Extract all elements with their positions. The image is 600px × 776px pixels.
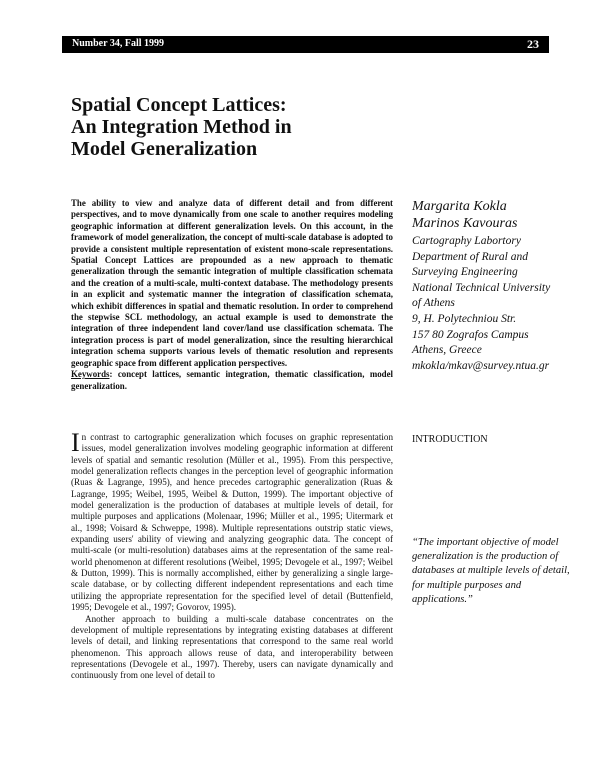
running-header — [62, 36, 549, 53]
affiliation-line: Athens, Greece — [412, 344, 482, 357]
affiliation-line: 157 80 Zografos Campus — [412, 328, 529, 341]
paragraph: Another approach to building a multi-scale database concentrates on the development of multiple representations by integrating existing databases at different levels of detail, and linking representations that correspond to the same real world phenomenon. This approach allows reuse of data, and interoperability between representations (Devogele et al., 1997). Thereby, users can navigate dynamically and continuously from one level of detail to — [71, 613, 393, 681]
keywords-list: : concept lattices, semantic integration, thematic classification, model generalization. — [71, 369, 393, 391]
affiliation-line: Surveying Engineering — [412, 266, 518, 279]
section-heading: INTRODUCTION — [412, 434, 488, 445]
affiliation-line: Department of Rural and — [412, 250, 528, 263]
title-line: Model Generalization — [71, 138, 258, 160]
drop-cap: I — [71, 428, 80, 457]
issue-label: Number 34, Fall 1999 — [72, 38, 165, 49]
pull-quote: “The important objective of model generalization is the production of databases at multiple levels of detail, for multiple purposes and applications.” — [412, 537, 570, 605]
author-name: Margarita Kokla — [412, 199, 507, 214]
page-number: 23 — [527, 37, 539, 51]
author-email: mkokla/mkav@survey.ntua.gr — [412, 359, 550, 372]
keywords-label: Keywords — [71, 369, 110, 380]
paragraph-text: n contrast to cartographic generalization which focuses on graphic representation issues, model generalization involves modeling geographic information at different levels of spatial and semantic resolution (Müller et al., 1995). From this perspective, model generalization reflects changes in the perception level of geographic information (Ruas & Lagrange, 1995), and hence precedes cartographic generalization (Ruas & Lagrange, 1995; Weibel, 1995, Weibel & Dutton, 1999). The important objective of model generalization is the production of databases at multiple levels of detail, for multiple purposes and applications (Molenaar, 1996; Müller et al., 1995; Uitermark et al., 1998; Voisard & Schweppe, 1998). Multiple representations outstrip static views, expanding users' ability of viewing and analyzing geographic data. The concept of multi-scale (or multi-resolution) databases aims at the representation of the same real-world phenomenon at different resolutions (Weibel, 1995; Devogele et al., 1997; Weibel & Dutton, 1999). This is normally accomplished, either by generalizing a single large-scale database, or by collecting different independent representations and each time utilizing the appropriate representation for the specified level of detail (Buttenfield, 1995; Devogele et al., 1997; Govorov, 1995). — [71, 432, 393, 613]
keywords — [71, 369, 393, 392]
affiliation — [412, 234, 582, 374]
affiliation-line: of Athens — [412, 297, 455, 310]
title-line: An Integration Method in — [71, 116, 292, 138]
paragraph — [71, 428, 393, 614]
affiliation-line: Cartography Labortory — [412, 235, 521, 247]
abstract-text: The ability to view and analyze data of different detail and from different perspectives, and to move dynamically from one scale to another requires modeling geographic information at different generalization levels. On this account, in the framework of model generalization, the concept of multi-scale database is adopted to provide a consistent multiple representation of existent mono-scale representations. Spatial Concept Lattices are propounded as a new approach to thematic generalization through the semantic integration of multiple classification schemata and the creation of a multi-scale, multi-context database. The methodology presents in an explicit and systematic manner the integration of classification schemata, which exhibit differences in spatial and thematic resolution. In order to comprehend the stepwise SCL methodology, an actual example is used to demonstrate the integration of three independent land cover/land use classification schemata. The integration process is part of model generalization, since the resulting hierarchical integration schema supports various levels of thematic resolution and represents geographic space from different application perspectives. — [71, 198, 393, 368]
body-text — [71, 428, 393, 682]
article-title — [71, 94, 371, 160]
affiliation-line: 9, H. Polytechniou Str. — [412, 312, 517, 325]
author-block — [412, 198, 582, 374]
abstract — [71, 198, 393, 392]
affiliation-line: National Technical University — [412, 281, 551, 294]
title-line: Spatial Concept Lattices: — [71, 94, 287, 116]
author-name: Marinos Kavouras — [412, 216, 518, 231]
